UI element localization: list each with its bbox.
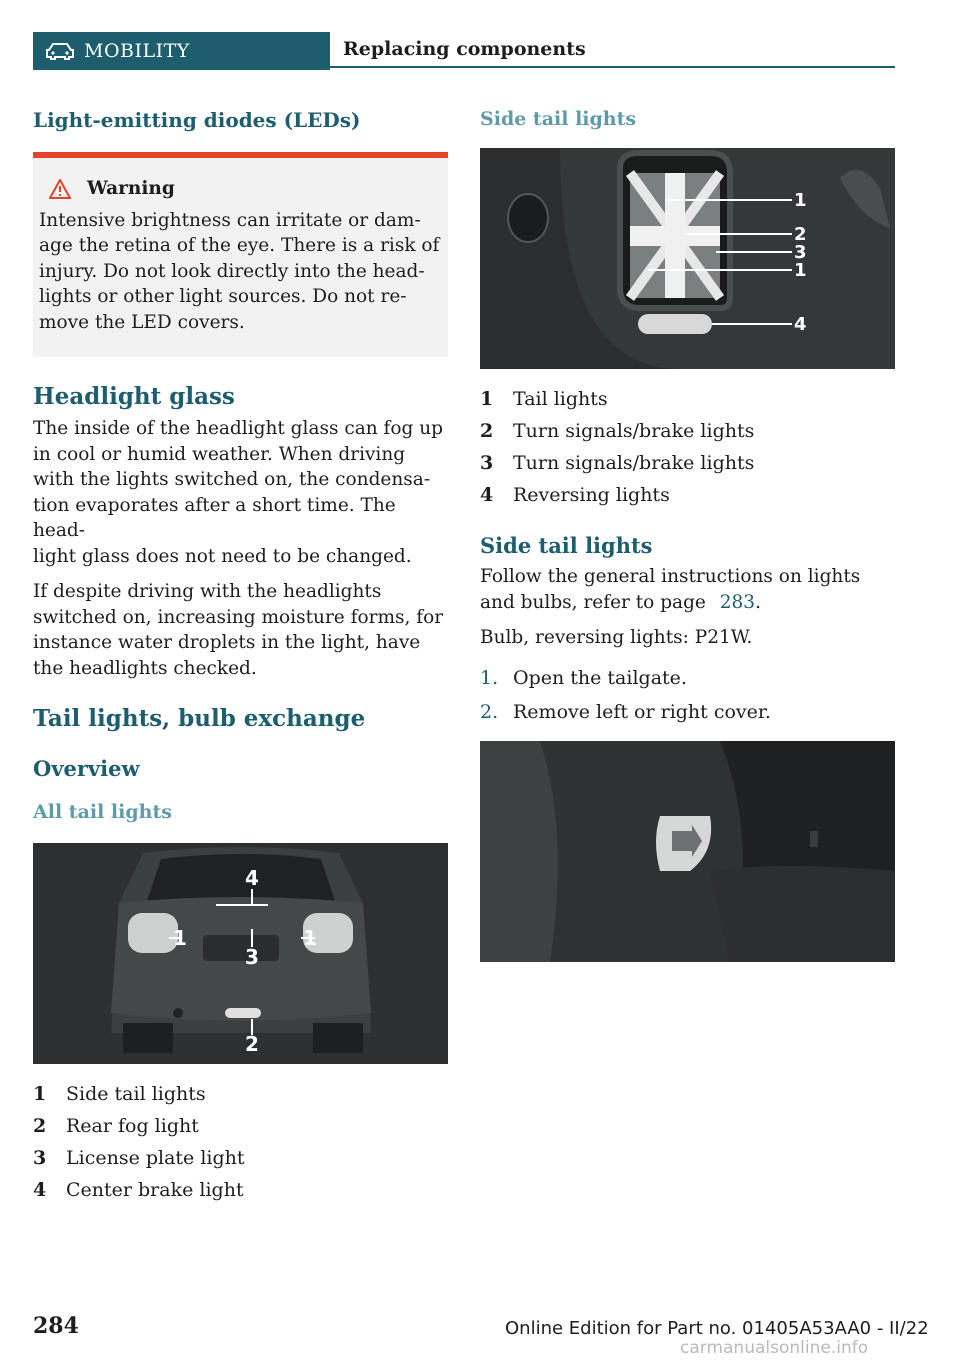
legend-label: License plate light [66, 1147, 245, 1169]
left-column [33, 100, 448, 1206]
callout-label: 4 [794, 314, 807, 335]
text-line: instance water droplets in the light, have [33, 632, 421, 653]
legend-num: 4 [33, 1179, 47, 1201]
side-light-illustration [480, 148, 895, 369]
callout-label: 1 [794, 260, 807, 281]
headlight-para-2 [33, 579, 448, 681]
list-item [33, 1110, 448, 1142]
trunk-illustration [480, 741, 895, 962]
callout-label: 1 [173, 926, 187, 950]
text-line: Follow the general instructions on lights [480, 566, 861, 587]
legend-label: Rear fog light [66, 1115, 199, 1137]
step-text: Open the tailgate. [513, 666, 687, 689]
callout-label: 1 [794, 190, 807, 211]
rear-car-figure [33, 843, 448, 1064]
legend-label: Turn signals/brake lights [513, 452, 755, 474]
callout-label: 3 [245, 945, 259, 969]
right-column [480, 100, 895, 962]
list-item [480, 383, 895, 415]
legend-side-tail [480, 383, 895, 511]
side-light-figure [480, 148, 895, 369]
edition-footer: Online Edition for Part no. 01405A53AA0 - II/22 [505, 1318, 929, 1339]
step-num: 1. [480, 666, 499, 689]
text-line: with the lights switched on, the condensa- [33, 469, 431, 490]
legend-num: 3 [480, 452, 494, 474]
legend-label: Side tail lights [66, 1083, 206, 1105]
rear-car-illustration [33, 843, 448, 1064]
warning-text [39, 208, 440, 336]
warning-line: Intensive brightness can irritate or dam- [39, 209, 421, 231]
watermark: carmanualsonline.info [680, 1338, 869, 1358]
text-period: . [755, 591, 761, 613]
section-title-text: Replacing components [343, 38, 586, 60]
side-tail-heading: Side tail lights [480, 533, 653, 558]
headlight-heading: Headlight glass [33, 383, 235, 410]
legend-num: 3 [33, 1147, 47, 1169]
legend-num: 4 [480, 484, 494, 506]
list-item [33, 1078, 448, 1110]
warning-box [33, 152, 448, 357]
step-num: 2. [480, 700, 499, 723]
overview-heading: Overview [33, 756, 140, 781]
list-item [480, 479, 895, 511]
page-number: 284 [33, 1313, 79, 1339]
legend-num: 2 [480, 420, 494, 442]
warning-line: injury. Do not look directly into the head- [39, 260, 425, 282]
legend-label: Reversing lights [513, 484, 670, 506]
legend-all-tail [33, 1078, 448, 1206]
trunk-figure [480, 741, 895, 962]
warning-label: Warning [87, 178, 175, 199]
led-heading: Light-emitting diodes (LEDs) [33, 108, 361, 132]
warning-line: lights or other light sources. Do not re- [39, 286, 407, 307]
text-line: and bulbs, refer to page [480, 591, 706, 613]
legend-label: Center brake light [66, 1179, 244, 1201]
side-tail-minor-heading: Side tail lights [480, 108, 637, 130]
callout-label: 4 [245, 866, 259, 890]
warning-header [39, 176, 440, 202]
step-text: Remove left or right cover. [513, 700, 771, 723]
text-line: switched on, increasing moisture forms, for [33, 606, 444, 628]
legend-num: 1 [480, 388, 494, 410]
callout-label: 3 [794, 242, 807, 263]
chapter-tab [33, 32, 330, 70]
side-para-1 [480, 564, 895, 615]
headlight-para-1 [33, 416, 448, 569]
warning-line: move the LED covers. [39, 311, 245, 333]
side-bulb-text: Bulb, reversing lights: P21W. [480, 627, 753, 648]
list-item [480, 447, 895, 479]
list-item [480, 415, 895, 447]
car-front-icon [45, 42, 75, 60]
chapter-title: MOBILITY [84, 40, 190, 62]
text-line: tion evaporates after a short time. The head- [33, 494, 396, 541]
page-reference-link[interactable]: 283 [719, 591, 756, 613]
legend-num: 2 [33, 1115, 47, 1137]
text-line: in cool or humid weather. When driving [33, 443, 406, 465]
warning-triangle-icon [49, 179, 71, 199]
list-item [33, 1142, 448, 1174]
tail-heading: Tail lights, bulb exchange [33, 705, 366, 732]
legend-label: Tail lights [513, 388, 608, 410]
callout-label: 2 [245, 1032, 259, 1056]
text-line: the headlights checked. [33, 657, 257, 679]
list-item [480, 695, 895, 729]
text-line: If despite driving with the headlights [33, 581, 382, 602]
legend-label: Turn signals/brake lights [513, 420, 755, 442]
callout-label: 1 [303, 926, 317, 950]
legend-num: 1 [33, 1083, 47, 1105]
text-line: light glass does not need to be changed. [33, 545, 412, 567]
text-line: The inside of the headlight glass can fog up [33, 418, 443, 439]
section-title [330, 32, 895, 68]
warning-line: age the retina of the eye. There is a risk of [39, 235, 440, 256]
list-item [33, 1174, 448, 1206]
callout-label: 2 [794, 224, 807, 245]
steps-list [480, 661, 895, 729]
all-tail-heading: All tail lights [33, 801, 172, 823]
list-item [480, 661, 895, 695]
